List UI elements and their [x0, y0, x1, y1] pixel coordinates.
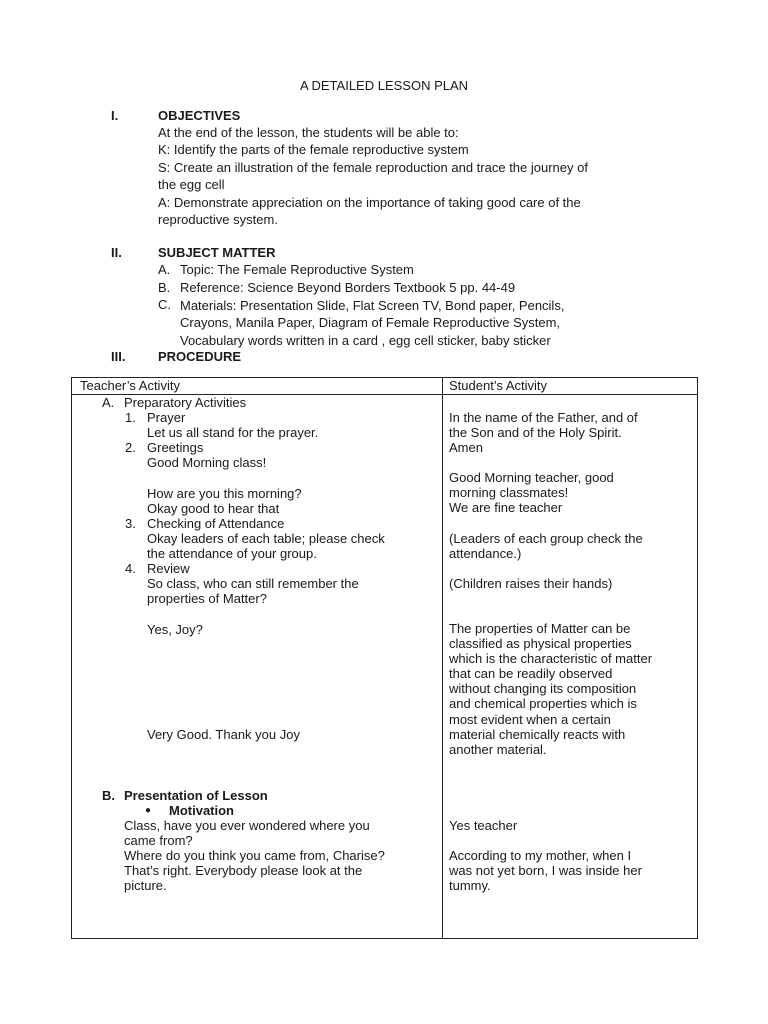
subject-item-marker: C.: [158, 297, 171, 312]
table-header-row: [72, 378, 698, 395]
student-line: morning classmates!: [449, 485, 569, 500]
presentation-title: Presentation of Lesson: [124, 788, 268, 803]
section-number-objectives: I.: [111, 108, 119, 123]
section-heading-objectives: OBJECTIVES: [158, 108, 241, 123]
objectives-line: S: Create an illustration of the female reproduction and trace the journey of: [158, 159, 588, 175]
table-header-teacher: Teacher’s Activity: [72, 378, 443, 395]
teacher-line: properties of Matter?: [147, 591, 267, 606]
teacher-line: Let us all stand for the prayer.: [147, 425, 319, 440]
subject-item-text: [180, 297, 564, 349]
section-heading-procedure: PROCEDURE: [158, 349, 242, 364]
section-number-procedure: III.: [111, 349, 126, 364]
teacher-line: Where do you think you came from, Charise?: [124, 848, 385, 863]
bullet-icon: ●: [145, 805, 152, 816]
student-line: attendance.): [449, 546, 522, 561]
teacher-activity-cell: [72, 395, 443, 939]
subject-item-text: Reference: Science Beyond Borders Textbook 5 pp. 44-49: [180, 280, 516, 295]
table-row: [72, 395, 698, 939]
teacher-line: came from?: [124, 833, 193, 848]
subject-item-marker: A.: [158, 262, 171, 277]
section-number-subject-matter: II.: [111, 245, 122, 260]
step-number: 4.: [125, 561, 136, 576]
student-line: We are fine teacher: [449, 500, 563, 515]
student-line: According to my mother, when I: [449, 848, 632, 863]
teacher-line: Okay leaders of each table; please check: [147, 531, 385, 546]
subject-item-marker: B.: [158, 280, 171, 295]
student-line: In the name of the Father, and of: [449, 410, 638, 425]
step-number: 2.: [125, 440, 136, 455]
teacher-line: Class, have you ever wondered where you: [124, 818, 370, 833]
teacher-line: picture.: [124, 878, 167, 893]
objectives-list: [158, 124, 588, 228]
materials-line: Materials: Presentation Slide, Flat Screen TV, Bond paper, Pencils,: [180, 298, 565, 313]
student-line: (Leaders of each group check the: [449, 531, 643, 546]
teacher-line: the attendance of your group.: [147, 546, 317, 561]
teacher-line: So class, who can still remember the: [147, 576, 359, 591]
step-title: Checking of Attendance: [147, 516, 285, 531]
step-title: Prayer: [147, 410, 186, 425]
subject-item-text: Topic: The Female Reproductive System: [180, 262, 414, 277]
student-line: Amen: [449, 440, 483, 455]
teacher-line: Yes, Joy?: [147, 622, 203, 637]
objectives-line: reproductive system.: [158, 211, 278, 227]
student-line: the Son and of the Holy Spirit.: [449, 425, 622, 440]
teacher-line: Very Good. Thank you Joy: [147, 727, 300, 742]
teacher-line: Okay good to hear that: [147, 501, 280, 516]
step-title: Greetings: [147, 440, 204, 455]
teacher-line: How are you this morning?: [147, 486, 302, 501]
objectives-line: A: Demonstrate appreciation on the importance of taking good care of the: [158, 194, 581, 210]
table-header-student: Student’s Activity: [443, 378, 698, 395]
step-number: 3.: [125, 516, 136, 531]
objectives-line: the egg cell: [158, 177, 225, 193]
materials-line: Vocabulary words written in a card , egg cell sticker, baby sticker: [180, 332, 551, 348]
motivation-title: Motivation: [169, 803, 234, 818]
objectives-line: K: Identify the parts of the female reproductive system: [158, 142, 469, 158]
presentation-marker: B.: [102, 788, 115, 803]
student-activity-cell: [443, 395, 698, 939]
procedure-table: [71, 377, 698, 939]
student-line: Yes teacher: [449, 818, 518, 833]
prep-title: Preparatory Activities: [124, 395, 247, 410]
student-answer: The properties of Matter can be classified as physical properties which is the characteristic of matter that can be readily observed without changing its composition and chemical properties which is most evident when a certain material chemically reacts with another material.: [449, 621, 653, 757]
objectives-line: At the end of the lesson, the students will be able to:: [158, 125, 459, 140]
prep-marker: A.: [102, 395, 115, 410]
materials-line: Crayons, Manila Paper, Diagram of Female Reproductive System,: [180, 315, 561, 331]
step-number: 1.: [125, 410, 136, 425]
document-title: A DETAILED LESSON PLAN: [299, 78, 469, 93]
step-title: Review: [147, 561, 190, 576]
student-line: tummy.: [449, 878, 491, 893]
student-line: was not yet born, I was inside her: [449, 863, 642, 878]
student-line: (Children raises their hands): [449, 576, 613, 591]
student-line: Good Morning teacher, good: [449, 470, 614, 485]
teacher-line: That’s right. Everybody please look at the: [124, 863, 363, 878]
teacher-line: Good Morning class!: [147, 455, 267, 470]
section-heading-subject-matter: SUBJECT MATTER: [158, 245, 276, 260]
